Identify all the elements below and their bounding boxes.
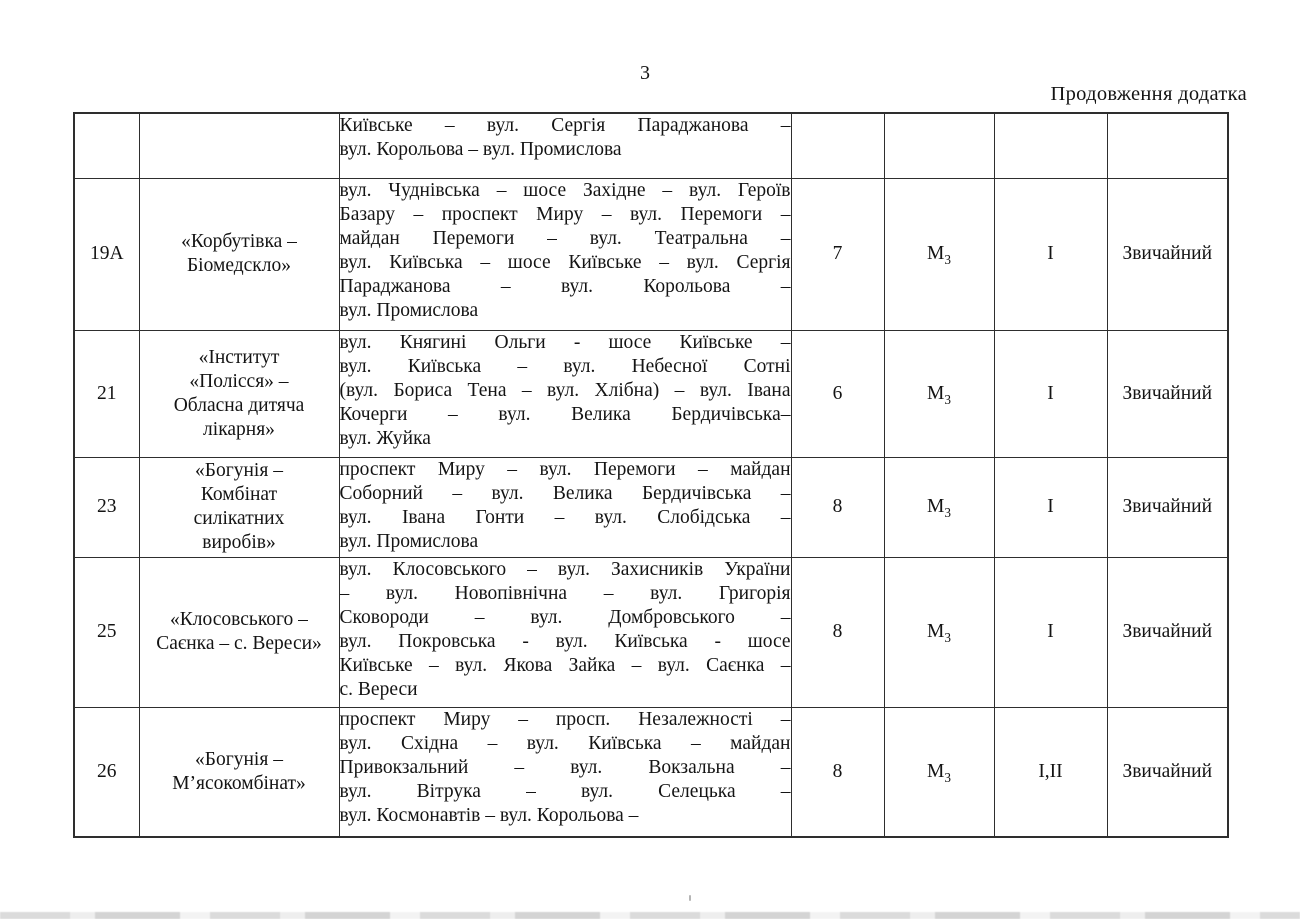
route-number (74, 113, 139, 178)
route-number: 21 (74, 330, 139, 457)
route-description: проспект Миру – просп. Незалежності – вул. Східна – вул. Київська – майдан Привокзальний – вул. Вокзальна – вул. Вітрука – вул. Селецька – вул. Космонавтів – вул. Корольова – (339, 707, 791, 837)
route-mode: Звичайний (1107, 457, 1228, 557)
vehicle-class-base: М (927, 382, 945, 404)
route-mode (1107, 113, 1228, 178)
table-row (74, 557, 1228, 707)
vehicle-class-base: М (927, 496, 945, 517)
route-description: вул. Княгині Ольги - шосе Київське – вул. Київська – вул. Небесної Сотні (вул. Бориса Тена – вул. Хлібна) – вул. Івана Кочерги – вул. Велика Бердичівська– вул. Жуйка (339, 330, 791, 457)
route-mode: Звичайний (1107, 707, 1228, 837)
table-row (74, 178, 1228, 330)
vehicle-class (884, 113, 994, 178)
route-quantity: 8 (791, 457, 884, 557)
route-description: вул. Чуднівська – шосе Західне – вул. Героїв Базару – проспект Миру – вул. Перемоги – майдан Перемоги – вул. Театральна – вул. Київська – шосе Київське – вул. Сергія Параджанова – вул. Корольова – вул. Промислова (339, 178, 791, 330)
vehicle-class (884, 557, 994, 707)
route-name: «Клосовського – Саєнка – с. Вереси» (139, 557, 339, 707)
route-category (994, 113, 1107, 178)
route-name: «Інститут «Полісся» – Обласна дитяча лікарня» (139, 330, 339, 457)
route-quantity: 8 (791, 557, 884, 707)
route-name: «Богунія – М’ясокомбінат» (139, 707, 339, 837)
scan-speck-artifact (689, 895, 691, 901)
route-number: 23 (74, 457, 139, 557)
route-category: I (994, 557, 1107, 707)
route-category: I (994, 330, 1107, 457)
route-description: Київське – вул. Сергія Параджанова – вул. Корольова – вул. Промислова (339, 113, 791, 178)
route-number: 25 (74, 557, 139, 707)
route-category: I (994, 457, 1107, 557)
vehicle-class-sub: 3 (944, 504, 951, 520)
route-quantity: 7 (791, 178, 884, 330)
vehicle-class-sub: 3 (944, 391, 951, 407)
route-name (139, 113, 339, 178)
vehicle-class (884, 707, 994, 837)
route-description: проспект Миру – вул. Перемоги – майдан Соборний – вул. Велика Бердичівська – вул. Івана Гонти – вул. Слобідська – вул. Промислова (339, 457, 791, 557)
vehicle-class-sub: 3 (944, 629, 951, 645)
route-mode: Звичайний (1107, 330, 1228, 457)
table-row (74, 113, 1228, 178)
route-mode: Звичайний (1107, 178, 1228, 330)
route-mode: Звичайний (1107, 557, 1228, 707)
scan-edge-artifact (0, 912, 1300, 919)
table-row (74, 457, 1228, 557)
route-number: 26 (74, 707, 139, 837)
route-description: вул. Клосовського – вул. Захисників України – вул. Новопівнічна – вул. Григорія Сковороди – вул. Домбровського – вул. Покровська - вул. Київська - шосе Київське – вул. Якова Зайка – вул. Саєнка – с. Вереси (339, 557, 791, 707)
vehicle-class-base: М (927, 621, 945, 642)
routes-table (73, 112, 1229, 838)
route-quantity (791, 113, 884, 178)
route-name: «Корбутівка – Біомедскло» (139, 178, 339, 330)
route-category: I (994, 178, 1107, 330)
route-category: I,II (994, 707, 1107, 837)
continuation-note: Продовження додатка (1050, 83, 1247, 105)
route-quantity: 8 (791, 707, 884, 837)
vehicle-class (884, 330, 994, 457)
route-name: «Богунія – Комбінат силікатних виробів» (139, 457, 339, 557)
table-row (74, 330, 1228, 457)
vehicle-class-sub: 3 (944, 769, 951, 785)
vehicle-class-base: М (927, 243, 945, 264)
vehicle-class-base: М (927, 760, 945, 782)
vehicle-class (884, 178, 994, 330)
route-number: 19А (74, 178, 139, 330)
table-row (74, 707, 1228, 837)
vehicle-class (884, 457, 994, 557)
route-quantity: 6 (791, 330, 884, 457)
vehicle-class-sub: 3 (944, 251, 951, 267)
page-number: 3 (640, 62, 650, 84)
